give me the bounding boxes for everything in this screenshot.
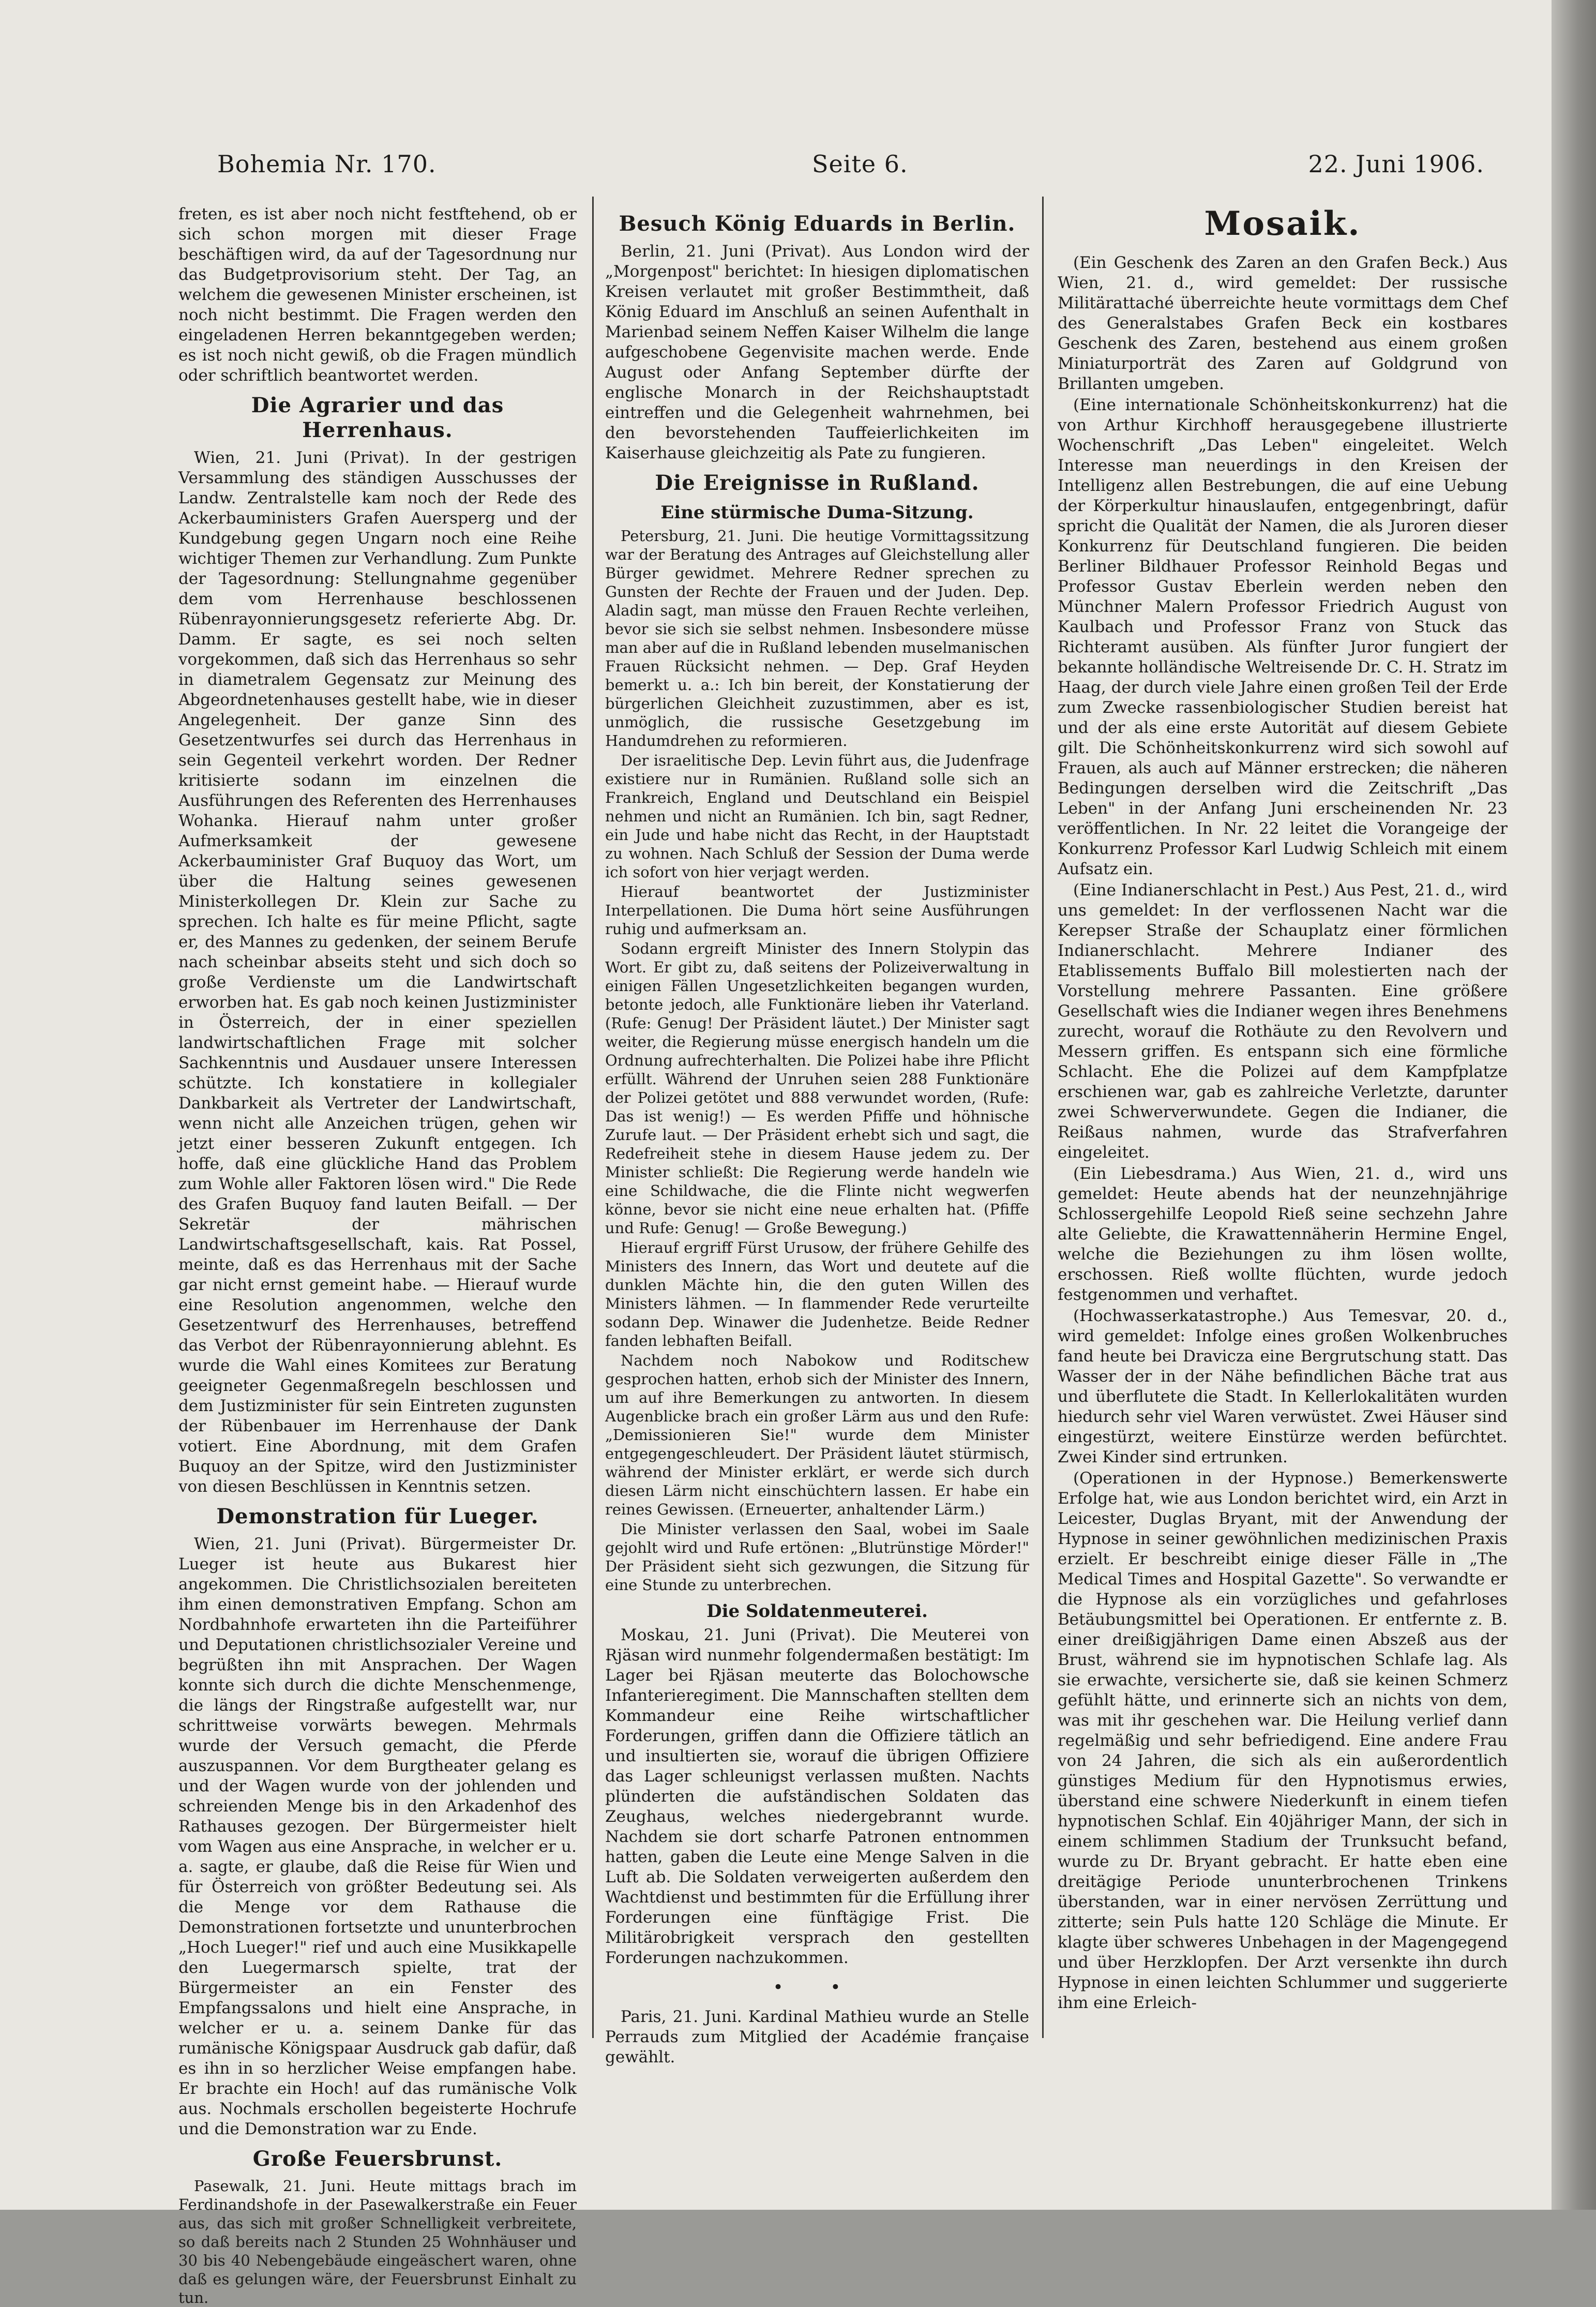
- headline-mosaik: Mosaik.: [1204, 204, 1361, 243]
- section-separator: • •: [773, 1977, 862, 1998]
- masthead-issue: Bohemia Nr. 170.: [217, 150, 436, 178]
- article-agrarier: Wien, 21. Juni (Privat). In der gestrigen Versammlung des ständigen Ausschusses der Landw. Zentralstelle kam noch der Rede des Ackerbauministers Grafen Auersperg und der Kundgebung gegen Ungarn noch eine Reihe wichtiger Themen zur Verhandlung. Zum Punkte der Tagesordnung: Stellungnahme gegenüber dem vom Herrenhause beschlossenen Rübenrayonnierungsgesetz referierte Abg. Dr. Damm. Er sagte, es sei noch selten vorgekommen, daß sich das Herrenhaus so sehr in diametralem Gegensatz zur Meinung des Abgeordnetenhauses gestellt habe, wie in dieser Angelegenheit. Der ganze Sinn des Gesetzentwurfes sei durch das Herrenhaus in sein Gegenteil verkehrt worden. Der Redner kritisierte sodann im einzelnen die Ausführungen des Referenten des Herrenhauses Wohanka. Hierauf nahm unter großer Aufmerksamkeit der gewesene Ackerbauminister Graf Buquoy das Wort, um über die Haltung seines gewesenen Ministerkollegen Dr. Klein zur Sache zu sprechen. Ich halte es für meine Pflicht, sagte er, des Mannes zu gedenken, der seinem Berufe nach scheinbar abseits steht und sich doch so große Verdienste um die Landwirtschaft erworben hat. Es gab noch keinen Justizminister in Österreich, der in einer speziellen landwirtschaftlichen Frage mit solcher Sachkenntnis und Ausdauer unsere Interessen schützte. Ich konstatiere in kollegialer Dankbarkeit als Vertreter der Landwirtschaft, wenn nicht alle Anzeichen trügen, gehen wir jetzt einer besseren Zukunft entgegen. Ich hoffe, daß eine glückliche Hand das Problem zum Wohle aller Faktoren lösen wird." Die Rede des Grafen Buquoy fand lauten Beifall. — Der Sekretär der mährischen Landwirtschaftsgesellschaft, kais. Rat Possel, meinte, daß es das Herrenhaus mit der Sache gar nicht ernst gemeint habe. — Hierauf wurde eine Resolution angenommen, welche den Gesetzentwurf des Herrenhauses, betreffend das Verbot der Rübenrayonnierung ablehnt. Es wurde die Wahl eines Komitees zur Beratung geeigneter Gegenmaßregeln beschlossen und dem Justizminister für sein Eintreten zugunsten der Rübenbauer im Herrenhause der Dank votiert. Eine Abordnung, mit dem Grafen Buquoy an der Spitze, wird den Justizminister von diesen Beschlüssen in Kenntnis setzen.: [178, 448, 577, 1496]
- item-liebesdrama: (Ein Liebesdrama.) Aus Wien, 21. d., wird uns gemeldet: Heute abends hat der neunzehnjährige Schlossergehilfe Leopold Rieß seine sechzehn Jahre alte Geliebte, die Krawattennäherin Hermine Engel, welche die Beziehungen zu ihm lösen wollte, erschossen. Rieß wollte flüchten, wurde jedoch festgenommen und verhaftet.: [1058, 1164, 1508, 1304]
- article-duma-4: Sodann ergreift Minister des Innern Stolypin das Wort. Er gibt zu, daß seitens der Polizeiverwaltung in einigen Fällen Ungesetzlichkeiten begangen wurden, betonte jedoch, alle Funktionäre lieben ihr Vaterland. (Rufe: Genug! Der Präsident läutet.) Der Minister sagt weiter, die Regierung müsse energisch handeln um die Ordnung aufrechterhalten. Die Polizei habe ihre Pflicht erfüllt. Während der Unruhen seien 288 Funktionäre der Polizei getötet und 888 verwundet worden, (Rufe: Das ist wenig!) — Es werden Pfiffe und höhnische Zurufe laut. — Der Präsident erhebt sich und sagt, die Redefreiheit stehe in diesem Hause jedem zu. Der Minister schließt: Die Regierung werde handeln wie eine Schildwache, die die Flinte nicht wegwerfen könne, bevor sie nicht eine neue erhalten hat. (Pfiffe und Rufe: Genug! — Große Bewegung.): [605, 940, 1029, 1237]
- headline-feuersbrunst: Große Feuersbrunst.: [252, 2147, 503, 2171]
- page-header: [217, 150, 1484, 191]
- article-soldatenmeuterei: Moskau, 21. Juni (Privat). Die Meuterei von Rjäsan wird nunmehr folgendermaßen bestätigt: Im Lager bei Rjäsan meuterte das Bolochowsche Infanterieregiment. Die Mannschaften stellten dem Kommandeur eine Reihe wirtschaftlicher Forderungen, griffen dann die Offiziere tätlich an und insultierten sie, worauf die übrigen Offiziere das Lager schleunigst verlassen mußten. Nachts plünderten die aufständischen Soldaten das Zeughaus, welches niedergebrannt wurde. Nachdem sie dort scharfe Patronen entnommen hatten, gaben die Leute eine Menge Salven in die Luft ab. Die Soldaten verweigerten außerdem den Wachtdienst und bestimmten für die Erfüllung ihrer Forderungen eine fünftägige Frist. Die Militärobrigkeit versprach den gestellten Forderungen nachzukommen.: [605, 1626, 1029, 1967]
- article-duma-7: Die Minister verlassen den Saal, wobei im Saale gejohlt wird und Rufe ertönen: „Blutrünstige Mörder!" Der Präsident sieht sich gezwungen, die Sitzung für eine Stunde zu unterbrechen.: [605, 1520, 1029, 1594]
- issue-date: 22. Juni 1906.: [1308, 150, 1484, 178]
- item-schoenheitskonkurrenz: (Eine internationale Schönheitskonkurrenz) hat die von Arthur Kirchhoff herausgegebene illustrierte Wochenschrift „Das Leben" eingeleitet. Welch Interesse man neuerdings in den Kreisen der Intelligenz allen Bestrebungen, die auf eine Uebung der Körperkultur hinauslaufen, entgegenbringt, dafür spricht die Qualität der Namen, die als Juroren dieser Konkurrenz für Deutschland fungieren. Die beiden Berliner Bildhauer Professor Reinhold Begas und Professor Gustav Eberlein werden neben den Münchner Malern Professor Friedrich August von Kaulbach und Professor Franz von Stuck das Richteramt ausüben. Als fünfter Juror fungiert der bekannte holländische Weltreisende Dr. C. H. Stratz im Haag, der durch viele Jahre einen großen Teil der Erde zum Zwecke rassenbiologischer Studien bereist hat und der als eine erste Autorität auf diesem Gebiete gilt. Die Schönheitskonkurrenz wird sich sowohl auf Frauen, als auch auf Männer erstrecken; die näheren Bedingungen derselben wird die Zeitschrift „Das Leben" in der Anfang Juni erscheinenden Nr. 23 veröffentlichen. In Nr. 22 leitet die Vorangeige der Konkurrenz Professor Karl Ludwig Schleich mit einem Aufsatz ein.: [1058, 396, 1508, 878]
- headline-agrarier: Die Agrarier und das Herrenhaus.: [251, 393, 504, 442]
- page-edge-shadow: [1552, 0, 1596, 2210]
- article-koenig-eduard: Berlin, 21. Juni (Privat). Aus London wird der „Morgenpost" berichtet: In hiesigen diplomatischen Kreisen verlautet mit großer Bestimmtheit, daß König Eduard im Anschluß an seinen Aufenthalt in Marienbad seinem Neffen Kaiser Wilhelm die lange aufgeschobene Gegenvisite machen werde. Ende August oder Anfang September dürfte der englische Monarch in der Reichshauptstadt eintreffen und die Gelegenheit wahrnehmen, bei den bevorstehenden Tauffeierlichkeiten im Kaiserhause gleichzeitig als Pate zu fungieren.: [605, 242, 1029, 462]
- article-lueger: Wien, 21. Juni (Privat). Bürgermeister Dr. Lueger ist heute aus Bukarest hier angekommen. Die Christlichsozialen bereiteten ihm einen demonstrativen Empfang. Schon am Nordbahnhofe erwarteten ihn die Parteiführer und Deputationen christlichsozialer Vereine und begrüßten ihn mit Ansprachen. Der Wagen konnte sich durch die dichte Menschenmenge, die längs der Ringstraße aufgestellt war, nur schrittweise vorwärts bewegen. Mehrmals wurde der Versuch gemacht, die Pferde auszuspannen. Vor dem Burgtheater gelang es und der Wagen wurde von der johlenden und schreienden Menge bis in den Arkadenhof des Rathauses gezogen. Der Bürgermeister hielt vom Wagen aus eine Ansprache, in welcher er u. a. sagte, er glaube, daß die Reise für Wien und für Österreich von größter Bedeutung sei. Als die Menge vor dem Rathause die Demonstrationen fortsetzte und ununterbrochen „Hoch Lueger!" rief und auch eine Musikkapelle den Luegermarsch spielte, trat der Bürgermeister an ein Fenster des Empfangssalons und hielt eine Ansprache, in welcher er u. a. seinem Danke für das rumänische Königspaar Ausdruck gab dafür, daß es ihn in so herzlicher Weise empfangen habe. Er brachte ein Hoch! auf das rumänische Volk aus. Nochmals erschollen begeisterte Hochrufe und die Demonstration war zu Ende.: [178, 1535, 577, 2138]
- article-continuation: freten, es ist aber noch nicht festftehend, ob er sich schon morgen mit dieser Frage beschäftigen wird, da auf der Tagesordnung nur das Budgetprovisorium steht. Der Tag, an welchem die gewesenen Minister erscheinen, ist noch nicht bestimmt. Die Fragen werden den eingeladenen Herren bekanntgegeben werden; es ist noch nicht gewiß, ob die Fragen mündlich oder schriftlich beantwortet werden.: [178, 205, 577, 385]
- item-hypnose: (Operationen in der Hypnose.) Bemerkenswerte Erfolge hat, wie aus London berichtet wird, ein Arzt in Leicester, Duglas Bryant, mit der Anwendung der Hypnose in seiner gewöhnlichen medizinischen Praxis erzielt. Er beschreibt einige dieser Fälle in „The Medical Times and Hospital Gazette". So verwandte er die Hypnose als ein vorzügliches und gefahrloses Betäubungsmittel bei Operationen. Er entfernte z. B. einer dreißigjährigen Dame einen Abszeß aus der Brust, während sie im hypnotischen Schlafe lag. Als sie erwachte, versicherte sie, daß sie keinen Schmerz gefühlt hätte, und erinnerte sich an nichts von dem, was mit ihr geschehen war. Die Heilung verlief dann regelmäßig und sehr befriedigend. Eine andere Frau von 24 Jahren, die sich als ein außerordentlich günstiges Medium für den Hypnotismus erwies, überstand eine schwere Niederkunft in einem tiefen hypnotischen Schlaf. Ein 40jähriger Mann, der sich in einem schlimmen Stadium der Trunksucht befand, wurde zu Dr. Bryant gebracht. Er hatte eben eine dreitägige Periode ununterbrochenen Trinkens überstanden, war in einer nervösen Zerrüttung und zitterte; sein Puls hatte 120 Schläge die Minute. Er klagte über schweres Unbehagen in der Magengegend und über Herzklopfen. Der Arzt versenkte ihn durch Hypnose in einen leichten Schlummer und suggerierte ihm eine Erleich-: [1058, 1469, 1508, 2012]
- page-number: Seite 6.: [812, 150, 908, 178]
- article-duma-2: Der israelitische Dep. Levin führt aus, die Judenfrage existiere nur in Rumänien. Rußland solle sich an Frankreich, England und Deutschland ein Beispiel nehmen und nicht an Rumänien. Ich bin, sagt Redner, ein Jude und habe nicht das Recht, in der Hauptstadt zu wohnen. Nach Schluß der Session der Duma werde ich sofort von hier verjagt werden.: [605, 752, 1029, 881]
- column-divider: [1042, 197, 1044, 2038]
- article-duma-1: Petersburg, 21. Juni. Die heutige Vormittagssitzung war der Beratung des Antrages auf Gleichstellung aller Bürger gewidmet. Mehrere Redner sprechen zu Gunsten der Rechte der Frauen und der Juden. Dep. Aladin sagt, man müsse den Frauen Rechte verleihen, bevor sie sich sie selbst nehmen. Insbesondere müsse man aber auf die in Rußland lebenden muselmanischen Frauen Rücksicht nehmen. — Dep. Graf Heyden bemerkt u. a.: Ich bin bereit, der Konstatierung der bürgerlichen Gleichheit zuzustimmen, aber es ist, unmöglich, die russische Gesetzgebung im Handumdrehen zu reformieren.: [605, 527, 1029, 750]
- item-zar-geschenk: (Ein Geschenk des Zaren an den Grafen Beck.) Aus Wien, 21. d., wird gemeldet: Der russische Militärattaché überreichte heute vormittags dem Chef des Generalstabes Grafen Beck ein kostbares Geschenk des Zaren, bestehend aus einem großen Miniaturporträt des Zaren auf Goldgrund von Brillanten umgeben.: [1058, 253, 1508, 393]
- column-3: [1058, 204, 1508, 2035]
- article-paris: Paris, 21. Juni. Kardinal Mathieu wurde an Stelle Perrauds zum Mitglied der Académie française gewählt.: [605, 2008, 1029, 2066]
- article-duma-6: Nachdem noch Nabokow und Roditschew gesprochen hatten, erhob sich der Minister des Innern, um auf ihre Bemerkungen zu antworten. In diesem Augenblicke brach ein großer Lärm aus und den Rufe: „Demissionieren Sie!" wurde dem Minister entgegengeschleudert. Der Präsident läutet stürmisch, während der Minister erklärt, er werde sich durch diesen Lärm nicht einschüchtern lassen. Er habe ein reines Gewissen. (Erneuerter, anhaltender Lärm.): [605, 1352, 1029, 1518]
- headline-soldatenmeuterei: Die Soldatenmeuterei.: [706, 1601, 928, 1622]
- headline-russland: Die Ereignisse in Rußland.: [655, 471, 980, 495]
- headline-koenig-eduard: Besuch König Eduards in Berlin.: [619, 212, 1016, 236]
- article-feuersbrunst: Pasewalk, 21. Juni. Heute mittags brach im Ferdinandshofe in der Pasewalkerstraße ein Feuer aus, das sich mit großer Schnelligkeit verbreitete, so daß bereits nach 2 Stunden 25 Wohnhäuser und 30 bis 40 Nebengebäude eingeäschert waren, ohne daß es gelungen wäre, der Feuersbrunst Einhalt zu tun.: [178, 2177, 577, 2306]
- column-2: [605, 204, 1029, 2066]
- item-indianerschlacht: (Eine Indianerschlacht in Pest.) Aus Pest, 21. d., wird uns gemeldet: In der verflossenen Nacht war die Kerepser Straße der Schauplatz einer förmlichen Indianerschlacht. Mehrere Indianer des Etablissements Buffalo Bill molestierten nach der Vorstellung mehrere Passanten. Eine größere Gesellschaft wies die Indianer wegen ihres Benehmens zurecht, worauf die Rothäute zu den Revolvern und Messern griffen. Es entspann sich eine förmliche Schlacht. Ehe die Polizei auf dem Kampfplatze erschienen war, gab es zahlreiche Verletzte, darunter zwei Schwerverwundete. Gegen die Indianer, die Reißaus nahmen, wurde das Strafverfahren eingeleitet.: [1058, 881, 1508, 1162]
- column-divider: [592, 197, 594, 2038]
- subheadline-duma: Eine stürmische Duma-Sitzung.: [660, 502, 974, 523]
- item-hochwasser: (Hochwasserkatastrophe.) Aus Temesvar, 20. d., wird gemeldet: Infolge eines großen Wolkenbruches fand heute bei Dravicza eine Bergrutschung statt. Das Wasser der in der Nähe befindlichen Bäche trat aus und überflutete die Stadt. In Kellerlokalitäten wurden hiedurch sehr viel Waren verwüstet. Zwei Häuser sind eingestürzt, weitere Einstürze werden befürchtet. Zwei Kinder sind ertrunken.: [1058, 1307, 1508, 1466]
- headline-lueger: Demonstration für Lueger.: [216, 1504, 539, 1529]
- article-duma-5: Hierauf ergriff Fürst Urusow, der frühere Gehilfe des Ministers des Innern, das Wort und deutete auf die dunklen Mächte hin, die den guten Willen des Ministers lähmen. — In flammender Rede verurteilte sodann Dep. Winawer die Judenhetze. Beide Redner fanden lebhaften Beifall.: [605, 1239, 1029, 1350]
- column-1: [178, 204, 577, 2306]
- article-duma-3: Hierauf beantwortet der Justizminister Interpellationen. Die Duma hört seine Ausführungen ruhig und aufmerksam an.: [605, 883, 1029, 938]
